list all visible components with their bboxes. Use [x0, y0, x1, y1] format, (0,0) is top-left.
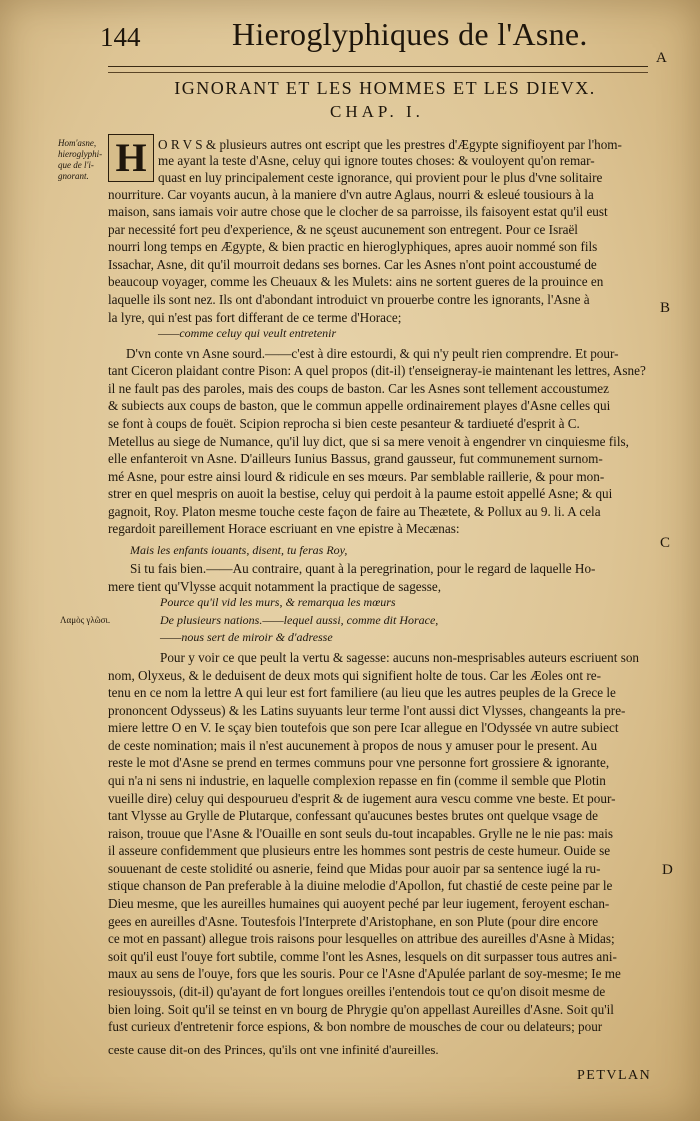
margin-note-line: Hom'asne,	[58, 138, 97, 148]
text-line: quast en luy principalement ceste ignorance, qui provient pour le plus d'vne solitaire	[158, 169, 603, 185]
text-line: mere tient qu'Vlysse acquit notamment la practique de sagesse,	[108, 578, 442, 594]
text-line: mé Asne, pour estre ainsi lourd & ridicule en ses mœurs. Par semblable raillerie, & pour mon-	[108, 468, 605, 484]
text-line-last: ceste cause dit-on des Princes, qu'ils ont vne infinité d'aureilles.	[108, 1042, 439, 1057]
text-line: tenu en ce nom la lettre A qui leur est fort familiere (au lieu que les autres peuples de la Grece le	[108, 685, 616, 701]
drop-cap: H	[108, 134, 154, 182]
text-line: souuenant de ceste stolidité ou asnerie, feind que Midas pour auoir par sa sentence iugé la ru-	[108, 860, 601, 876]
text-line: nom, Olyxeus, & le deduisent de deux mots qui signifient holte de tous. Car les Æoles ont re-	[108, 667, 601, 683]
text-line: maux au sens de l'ouye, fors que les souris. Pour ce l'Asne d'Apulée parlant de soy-mesme; Ie me	[108, 966, 621, 982]
header-rule-secondary	[108, 72, 648, 73]
text-line: nourri long temps en Ægypte, & bien practic en hieroglyphiques, apres auoir nommé son fils	[108, 239, 598, 255]
text-line: strer en quel mespris on auoit la bestise, celuy qui perdoit à la paume estoit appellé Asne; & qui	[108, 486, 613, 502]
text-line: regardoit pareillement Horace escriuant en vne epistre à Mecænas:	[108, 521, 460, 537]
text-line: reste le mot d'Asne se prend en termes communs pour vne personne fort grossiere & ignorante,	[108, 755, 610, 771]
text-line: raison, trouue que l'Asne & l'Ouaille en sont seuls du-tout incapables. Grylle ne le nie pas: mais	[108, 825, 614, 841]
text-line: prononcent Odysseus) & les Latins suyuants leur terme l'ont aussi dict Vlysses, changeants la pre-	[108, 702, 626, 718]
text-line: tant Ciceron plaidant contre Pison: A quel propos (dit-il) t'enseigneray-ie maintenant les lettres, Asne?	[108, 363, 646, 379]
text-line: ce mot en passant) allegue trois raisons pour lesquelles on attribue des aureilles d'Asne à Midas;	[108, 931, 615, 947]
page-number: 144	[100, 22, 141, 52]
text-line: par necessité fort peu d'experience, & ne sçeust aucunement son entregent. Pour ce Israël	[108, 221, 578, 237]
chapter-title: IGNORANT ET LES HOMMES ET LES DIEVX.	[174, 78, 596, 98]
text-line: vueille dire) celuy qui despourueu d'esprit & de iugement aura vescu comme vne beste. Et pour-	[108, 790, 616, 806]
verse-line: ——comme celuy qui veult entretenir	[158, 326, 337, 341]
verse-line: Pource qu'il vid les murs, & remarqua les mœurs	[160, 595, 396, 610]
text-line: & subiects aux coups de baston, que le commun appelle ordinairement playes d'Asne celles qui	[108, 398, 611, 414]
margin-note-line: hieroglyphi-	[58, 149, 103, 159]
text-line: Si tu fais bien.——Au contraire, quant à la peregrination, pour le regard de laquelle Ho-	[130, 561, 596, 577]
text-line: laquelle ils sont nez. Ils ont d'abondant introduict vn prouerbe contre les ignorants, l'Asne à	[108, 292, 590, 308]
text-line: gagnoit, Roy. Platon mesme touche ceste façon de faire au Theætete, & Pollux au 9. li. A cela	[108, 503, 601, 519]
text-line: maison, sans iamais voir autre chose que le clocher de sa parroisse, ils faisoyent estat qu'il eust	[108, 204, 608, 220]
text-line: la lyre, qui n'est pas fort differant de ce terme d'Horace;	[108, 309, 402, 325]
chapter-number: CHAP. I.	[330, 102, 424, 121]
text-line: beaucoup voyager, comme les Cheuaux & les Mulets: ains ne sortent gueres de la prouince en	[108, 274, 604, 290]
text-line: me ayant la teste d'Asne, celuy qui ignore toutes choses: & vouloyent qu'on remar-	[158, 153, 595, 169]
text-line: Dieu mesme, que les aureilles humaines qui auoyent peché par leur iugement, feroyent eschan-	[108, 896, 610, 912]
text-line: de ceste nomination; mais il n'est aucunement à propos de nous y amuser pour le present. Au	[108, 737, 598, 753]
text-line: D'vn conte vn Asne sourd.——c'est à dire estourdi, & qui n'y peult rien comprendre. Et pour-	[126, 345, 619, 361]
margin-note-1	[58, 138, 102, 182]
text-line: stique chanson de Pan preferable à la diuine melodie d'Apollon, fut chastié de ceste peine par le	[108, 878, 613, 894]
text-line: elle enfanteroit vn Asne. D'ailleurs Iunius Bassus, grand gausseur, fut communement surnom-	[108, 451, 603, 467]
text-line: gees en aureilles d'Asne. Toutesfois l'Interprete d'Aristophane, en son Plute (pour dire encore	[108, 913, 599, 929]
verse-line: Mais les enfants iouants, disent, tu feras Roy,	[130, 542, 348, 557]
text-line: Issachar, Asne, dit qu'il mourroit dedans ses bornes. Car les Asnes n'ont point accoustumé de	[108, 256, 597, 272]
text-line: nourriture. Car voyants aucun, à la maniere d'vn autre Aglaus, nourri & esleué tousiours à la	[108, 186, 594, 202]
section-mark-d: D	[662, 861, 673, 878]
text-line: resiouyssois, (dit-il) qu'ayant de fort longues oreilles i'entendois tout ce qu'on disoit mesme de	[108, 983, 606, 999]
margin-note-line: que de l'i-	[58, 160, 94, 170]
verse-line: ——nous sert de miroir & d'adresse	[160, 630, 333, 645]
margin-note-line: gnorant.	[58, 171, 89, 181]
margin-note-2: Λαμὸς γλῶσι.	[60, 614, 111, 625]
text-line: qui n'a ni sens ni industrie, en laquelle complexion repasse en fin (comme il semble que Plotin	[108, 773, 606, 789]
section-mark-b: B	[660, 300, 671, 317]
text-line: miere lettre O en V. Ie sçay bien toutefois que son pere Icar allegue en l'Odyssée vn autre subiect	[108, 720, 619, 736]
section-mark-a: A	[656, 50, 667, 66]
text-line: O R V S & plusieurs autres ont escript que les prestres d'Ægypte signifioyent par l'hom-	[158, 136, 622, 152]
text-line: il ne fault pas des paroles, mais des coups de baston. Car les Asnes sont tellement accoustumez	[108, 380, 610, 396]
running-title: Hieroglyphiques de l'Asne.	[232, 16, 588, 52]
verse-line: De plusieurs nations.——lequel aussi, comme dit Horace,	[160, 612, 439, 627]
text-line: Pour y voir ce que peult la vertu & sagesse: aucuns non-mesprisables auteurs escriuent son	[160, 650, 640, 665]
text-line: Metellus au siege de Numance, qu'il luy dict, que si sa mere venoit à engendrer vn cinquiesme fils,	[108, 433, 629, 449]
header-rule	[108, 66, 648, 67]
text-line: tant Vlysse au Grylle de Plutarque, confessant qu'aucunes bestes brutes ont quelque vsage de	[108, 808, 598, 824]
catchword: PETVLAN	[577, 1068, 652, 1083]
text-line: il asseure confidemment que plusieurs entre les hommes sont pestris de ceste humeur. Ouide se	[108, 843, 611, 859]
text-line: se font à coups de fouët. Scipion reprocha si bien ceste pesanteur & tardiueté d'esprit à C.	[108, 415, 580, 431]
text-line: bien loing. Soit qu'il se teinst en vn bourg de Phrygie qu'on appellast Aureilles d'Asne. Soit qu'il	[108, 1001, 614, 1017]
section-mark-c: C	[660, 535, 671, 552]
text-line: fust curieux d'entretenir force espions, & bon nombre de mousches de cour ou delateurs; pour	[108, 1019, 603, 1035]
text-line: soit qu'il eust l'ouye fort subtile, comme l'ont les Asnes, lesquels on dit surpasser tous autres ani-	[108, 948, 617, 964]
